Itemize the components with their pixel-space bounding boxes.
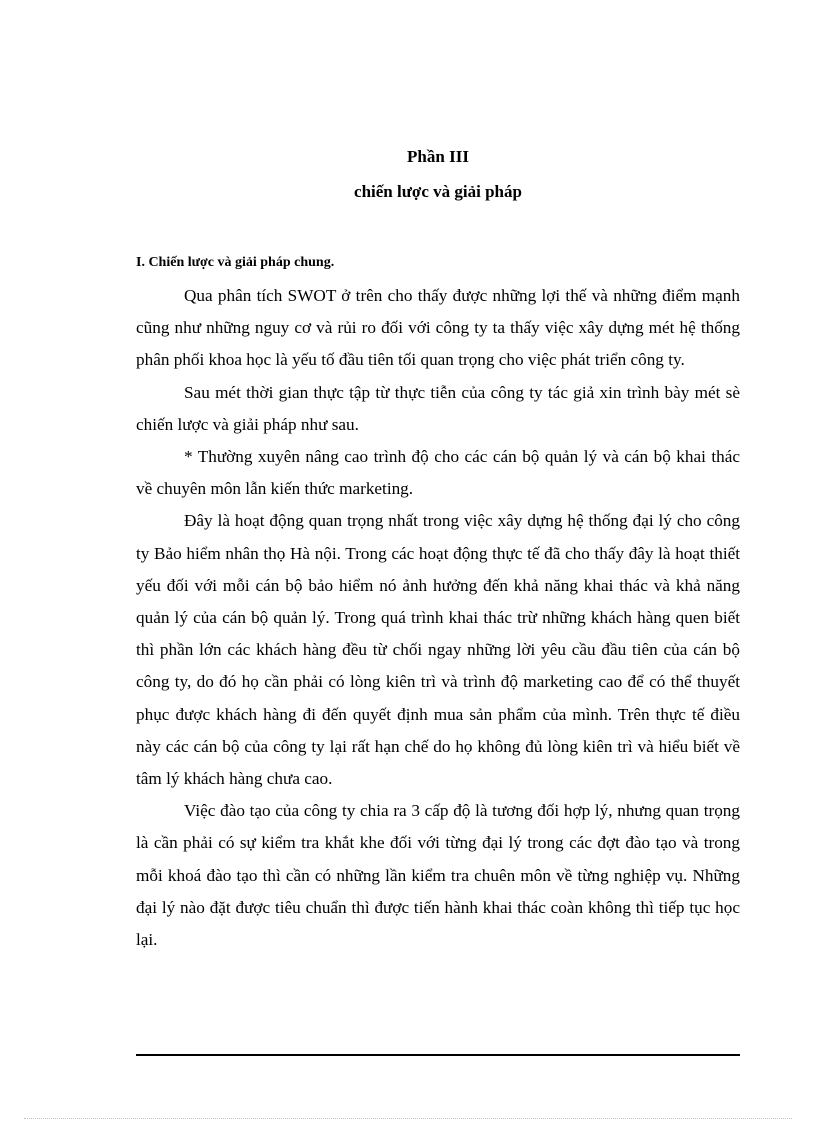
body-text (136, 280, 740, 956)
paragraph-bullet: * Thường xuyên nâng cao trình độ cho các cán bộ quản lý và cán bộ khai thác về chuyên môn lẫn kiến thức marketing. (136, 447, 740, 499)
section-heading: I. Chiến lược và giải pháp chung. (136, 255, 335, 270)
footer-rule (136, 1054, 740, 1056)
paragraph-intro: Sau mét thời gian thực tập từ thực tiễn của công ty tác giả xin trình bày mét sè chiến lược và giải pháp như sau. (136, 382, 740, 434)
page-break-line (24, 1118, 792, 1119)
paragraph-importance: Đây là hoạt động quan trọng nhất trong việc xây dựng hệ thống đại lý cho công ty Bảo hiểm nhân thọ Hà nội. Trong các hoạt động thực tế đã cho thấy đây là hoạt thiết yếu đối với mỗi cán bộ bảo hiểm nó ảnh hưởng đến khả năng khai thác và khả năng quản lý của cán bộ quản lý. Trong quá trình khai thác trừ những khách hàng quen biết thì phần lớn các khách hàng đều từ chối ngay những lời yêu cầu đầu tiên của cán bộ công ty, do đó họ cần phải có lòng kiên trì và trình độ marketing cao để có thể thuyết phục được khách hàng đi đến quyết định mua sản phẩm của mình. Trên thực tế điều này các cán bộ của công ty lại rất hạn chế do họ không đủ lòng kiên trì và hiểu biết về tâm lý khách hàng chưa cao. (136, 511, 740, 789)
part-title: Phần III (407, 147, 469, 166)
paragraph-training: Việc đào tạo của công ty chia ra 3 cấp độ là tương đối hợp lý, nhưng quan trọng là cần phải có sự kiểm tra khắt khe đối với từng đại lý trong các đợt đào tạo và trong mỗi khoá đào tạo thì cần có những lần kiểm tra chuên môn về từng nghiệp vụ. Những đại lý nào đặt được tiêu chuẩn thì được tiến hành khai thác coàn không thì tiếp tục học lại. (136, 801, 740, 950)
part-subtitle: chiến lược và giải pháp (354, 182, 522, 201)
paragraph-swot: Qua phân tích SWOT ở trên cho thấy được những lợi thế và những điểm mạnh cũng như những nguy cơ và rủi ro đối với công ty ta thấy việc xây dựng mét hệ thống phân phối khoa học là yếu tố đầu tiên tối quan trọng cho việc phát triển công ty. (136, 286, 740, 370)
